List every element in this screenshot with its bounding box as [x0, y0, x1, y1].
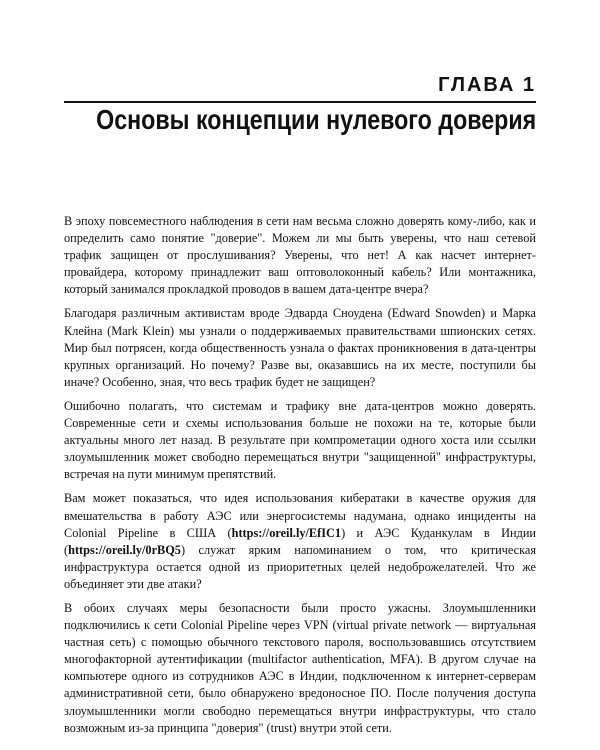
paragraph-4-text-3: ) служат ярким напоминанием о том, что критическая инфраструктура остается одной из приоритетных целей недоброжелателей. Что же объединяет эти две атаки?	[64, 542, 536, 591]
paragraph-4-text-2: ) и АЭС Куданкулам в Индии (	[64, 525, 537, 557]
paragraph-4	[64, 490, 536, 593]
chapter-title: Основы концепции нулевого доверия	[95, 104, 536, 135]
colonial-pipeline-link[interactable]: https://oreil.ly/EfIC1	[231, 525, 342, 540]
paragraph-3: Ошибочно полагать, что системам и трафику вне дата-центров можно доверять. Современные сети и схемы использования больше не похожи на те, которые были актуальны много лет назад. В результате при компрометации одного хоста или ссылки злоумышленник может свободно перемещаться внутри "защищенной" инфраструктуры, встречая на пути минимум препятствий.	[64, 398, 536, 482]
paragraph-5: В обоих случаях меры безопасности были просто ужасны. Злоумышленники подключились к сети Colonial Pipeline через VPN (virtual private network — виртуальная частная сеть) с помощью обычного текстового пароля, воспользовавшись отсутствием многофакторной аутентификации (multifactor authentication, MFA). В другом случае на компьютере одного из сотрудников АЭС в Индии, подключенном к интернет-серверам административной сети, было обнаружено вредоносное ПО. После получения доступа злоумышленники могли свободно перемещаться внутри инфраструктуры, что стало возможным из-за принципа "доверия" (trust) внутри этой сети.	[64, 600, 536, 735]
paragraph-1: В эпоху повсеместного наблюдения в сети нам весьма сложно доверять кому-либо, как и определить само понятие "доверие". Можем ли мы быть уверены, что наш сетевой трафик защищен от прослушивания? Уверены, что нет! А как насчет интернет-провайдера, которому принадлежит ваш оптоволоконный кабель? Или монтажника, который занимался прокладкой проводов в вашем дата-центре вчера?	[64, 214, 536, 297]
paragraph-2: Благодаря различным активистам вроде Эдварда Сноудена (Edward Snowden) и Марка Клейна (Mark Klein) мы узнали о поддерживаемых правительствами шпионских сетях. Мир был потрясен, когда общественность узнала о фактах проникновения в дата-центры крупных организаций. Но почему? Разве вы, оказавшись на их месте, поступили бы иначе? Особенно, зная, что весь трафик будет не защищен?	[64, 306, 536, 389]
body-text	[64, 213, 536, 744]
kudankulam-link[interactable]: https://oreil.ly/0rBQ5	[68, 542, 181, 557]
paragraph-4-text-1: Вам может показаться, что идея использования кибератаки в качестве оружия для вмешательства в работу АЭС или энергосистемы надумана, однако инциденты на Colonial Pipeline в США (	[64, 491, 536, 540]
chapter-label: ГЛАВА 1	[438, 74, 536, 96]
